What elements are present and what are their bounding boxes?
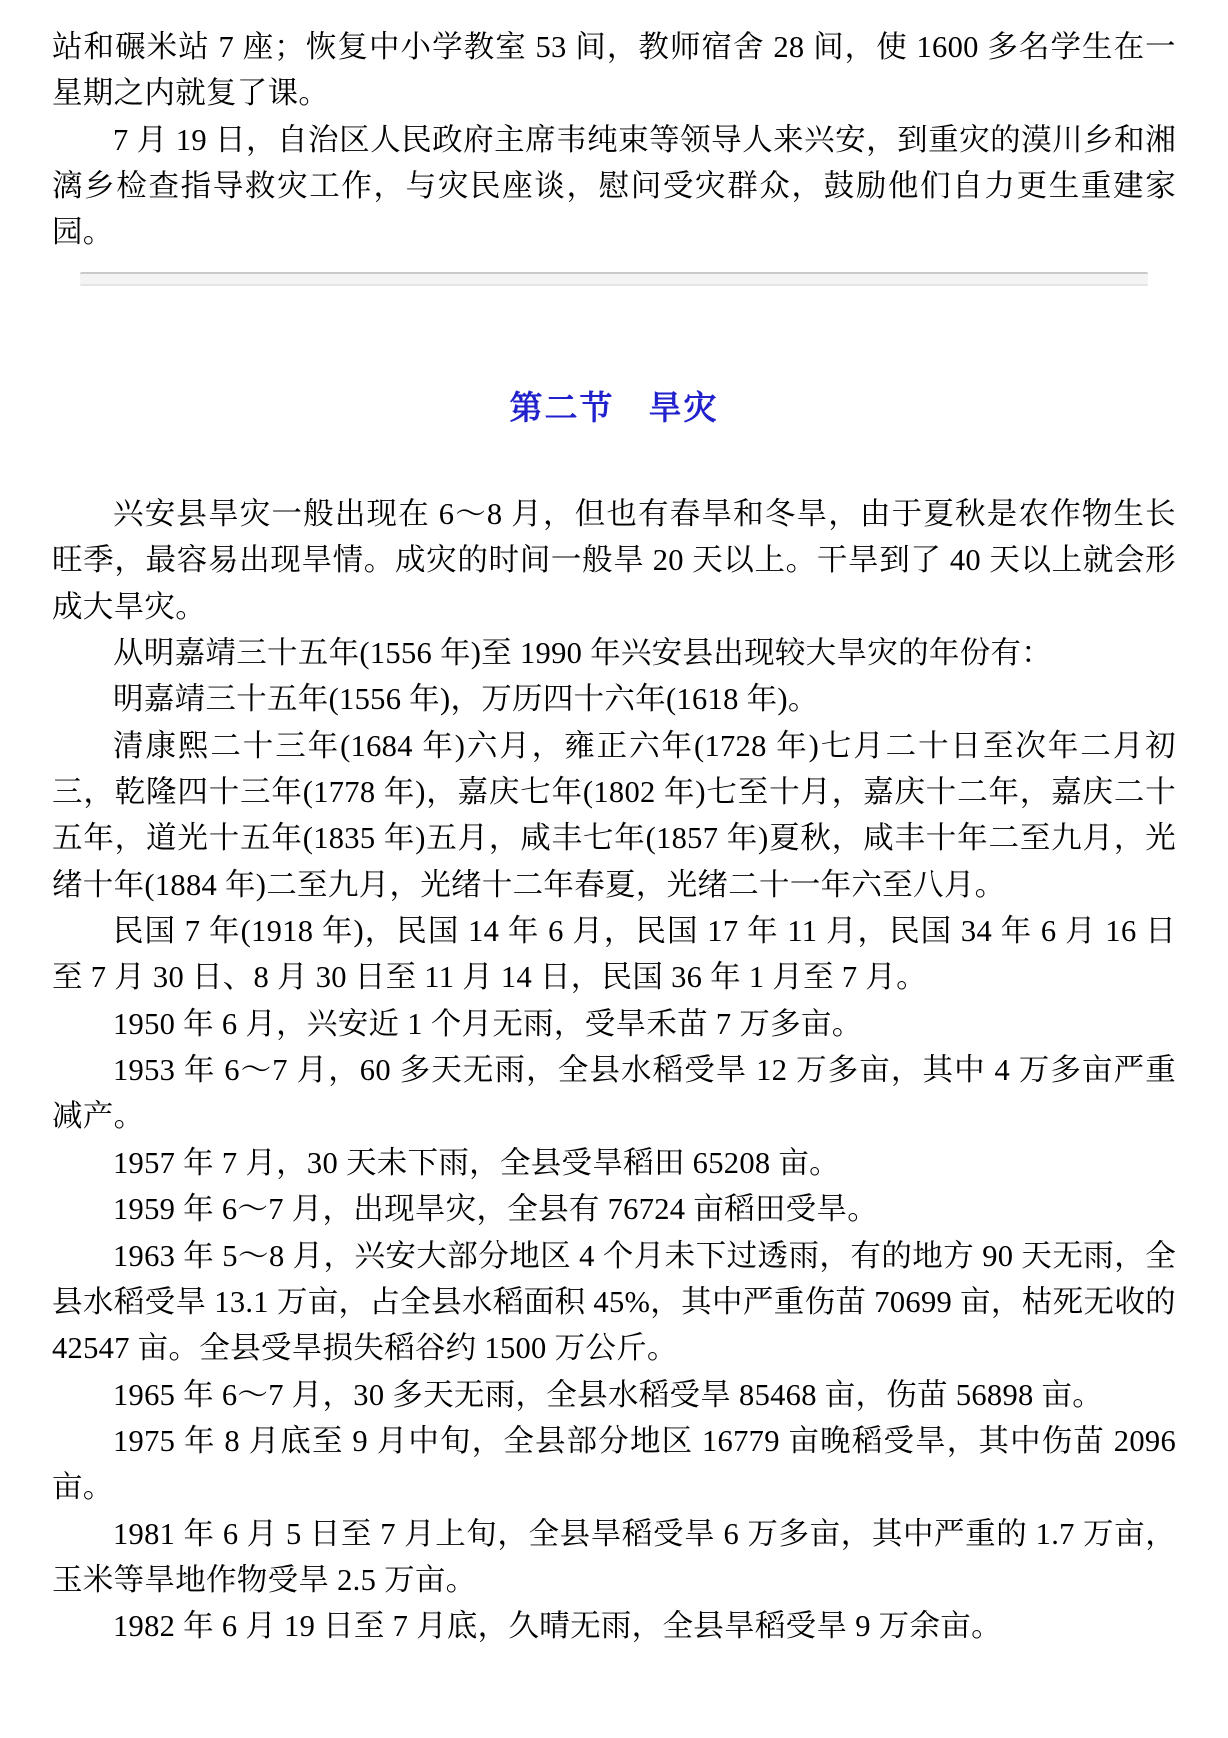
paragraph-1957: 1957 年 7 月，30 天未下雨，全县受旱稻田 65208 亩。: [113, 1145, 840, 1180]
paragraph-1950: 1950 年 6 月，兴安近 1 个月无雨，受旱禾苗 7 万多亩。: [113, 1006, 863, 1041]
section-number: 第二节: [509, 390, 615, 427]
section-divider: [80, 272, 1148, 286]
paragraph-1953: 1953 年 6～7 月，60 多天无雨，全县水稻受旱 12 万多亩，其中 4 万多亩严重减产。: [52, 1053, 1176, 1134]
paragraph-1981: 1981 年 6 月 5 日至 7 月上旬，全县旱稻受旱 6 万多亩，其中严重的 1.7 万亩，玉米等旱地作物受旱 2.5 万亩。: [52, 1516, 1176, 1598]
section-title-text: 旱灾: [648, 390, 719, 427]
paragraph-1982: 1982 年 6 月 19 日至 7 月底，久晴无雨，全县旱稻受旱 9 万余亩。: [113, 1609, 1002, 1644]
paragraph-1965: 1965 年 6～7 月，30 多天无雨，全县水稻受旱 85468 亩，伤苗 56898 亩。: [113, 1377, 1104, 1412]
section-body: [52, 491, 1176, 1650]
paragraph-qing-years: 清康熙二十三年(1684 年)六月，雍正六年(1728 年)七月二十日至次年二月初三，乾隆四十三年(1778 年)，嘉庆七年(1802 年)七至十月，嘉庆十二年，嘉庆二十五年，道光十五年(1835 年)五月，咸丰七年(1857 年)夏秋，咸丰十年二至九月，光绪十年(1884 年)二至九月，光绪十二年春夏，光绪二十一年六至八月。: [52, 728, 1176, 902]
paragraph-relief-visit: 7 月 19 日，自治区人民政府主席韦纯束等领导人来兴安，到重灾的漠川乡和湘漓乡检查指导救灾工作，与灾民座谈，慰问受灾群众，鼓励他们自力更生重建家园。: [52, 122, 1176, 250]
paragraph-1963: 1963 年 5～8 月，兴安大部分地区 4 个月未下过透雨，有的地方 90 天无雨，全县水稻受旱 13.1 万亩，占全县水稻面积 45%，其中严重伤苗 70699 亩，枯死无收的 42547 亩。全县受旱损失稻谷约 1500 万公斤。: [52, 1238, 1176, 1366]
section-heading: [52, 382, 1176, 429]
paragraph-ming-years: 明嘉靖三十五年(1556 年)，万历四十六年(1618 年)。: [113, 682, 819, 717]
paragraph-1959: 1959 年 6～7 月，出现旱灾，全县有 76724 亩稻田受旱。: [113, 1192, 879, 1227]
paragraph-republic-years: 民国 7 年(1918 年)，民国 14 年 6 月，民国 17 年 11 月，民国 34 年 6 月 16 日至 7 月 30 日、8 月 30 日至 11 月 14 日，民国 36 年 1 月至 7 月。: [52, 914, 1176, 995]
paragraph-drought-overview: 兴安县旱灾一般出现在 6～8 月，但也有春旱和冬旱，由于夏秋是农作物生长旺季，最容易出现旱情。成灾的时间一般旱 20 天以上。干旱到了 40 天以上就会形成大旱灾。: [52, 496, 1176, 624]
paragraph-1975: 1975 年 8 月底至 9 月中旬，全县部分地区 16779 亩晚稻受旱，其中伤苗 2096 亩。: [52, 1423, 1176, 1505]
paragraph-years-intro: 从明嘉靖三十五年(1556 年)至 1990 年兴安县出现较大旱灾的年份有：: [113, 635, 1053, 670]
paragraph-continued: 站和碾米站 7 座；恢复中小学教室 53 间，教师宿舍 28 间，使 1600 多名学生在一星期之内就复了课。: [52, 30, 1176, 111]
